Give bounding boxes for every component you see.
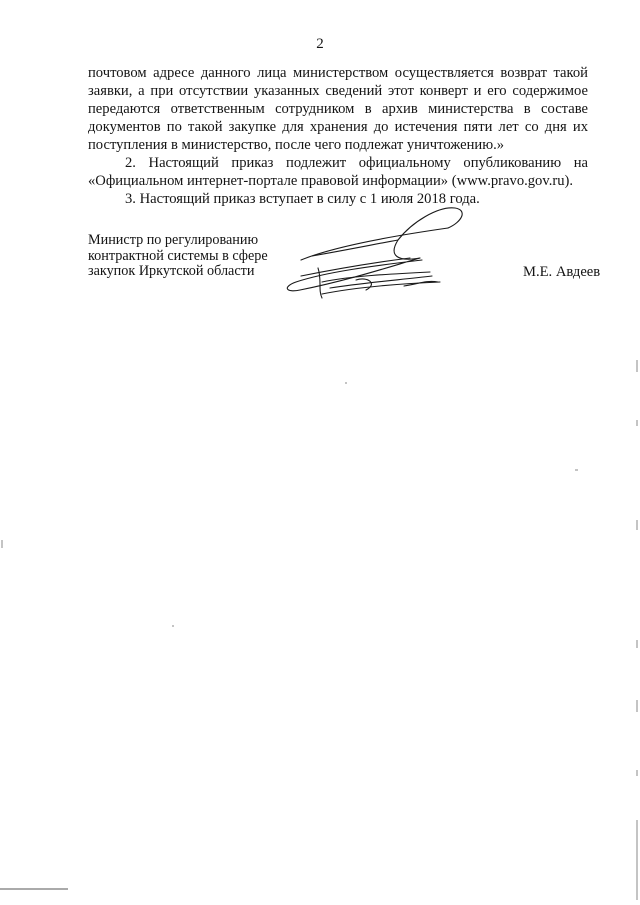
signatory-title-line: закупок Иркутской области bbox=[88, 263, 255, 279]
paragraph-effective-date: 3. Настоящий приказ вступает в силу с 1 июля 2018 года. bbox=[125, 191, 480, 207]
paragraph-continuation: почтовом адресе данного лица министерством осуществляется возврат такой заявки, а при отсутствии указанных сведений этот конверт и его содержимое передаются ответственным сотрудником в архив министерства в составе документов по такой закупке для хранения до истечения пяти лет со дня их поступления в министерство, после чего подлежат уничтожению.» bbox=[88, 65, 588, 153]
minister-name: М.Е. Авдеев bbox=[523, 264, 601, 280]
signatory-title-line: Министр по регулированию bbox=[88, 232, 259, 248]
signatory-title-line: контрактной системы в сфере bbox=[88, 247, 268, 264]
paragraph-publication: 2. Настоящий приказ подлежит официальному опубликованию на «Официальном интернет-портале правовой информации» (www.pravo.gov.ru). bbox=[88, 155, 588, 189]
page-number: 2 bbox=[316, 36, 324, 52]
